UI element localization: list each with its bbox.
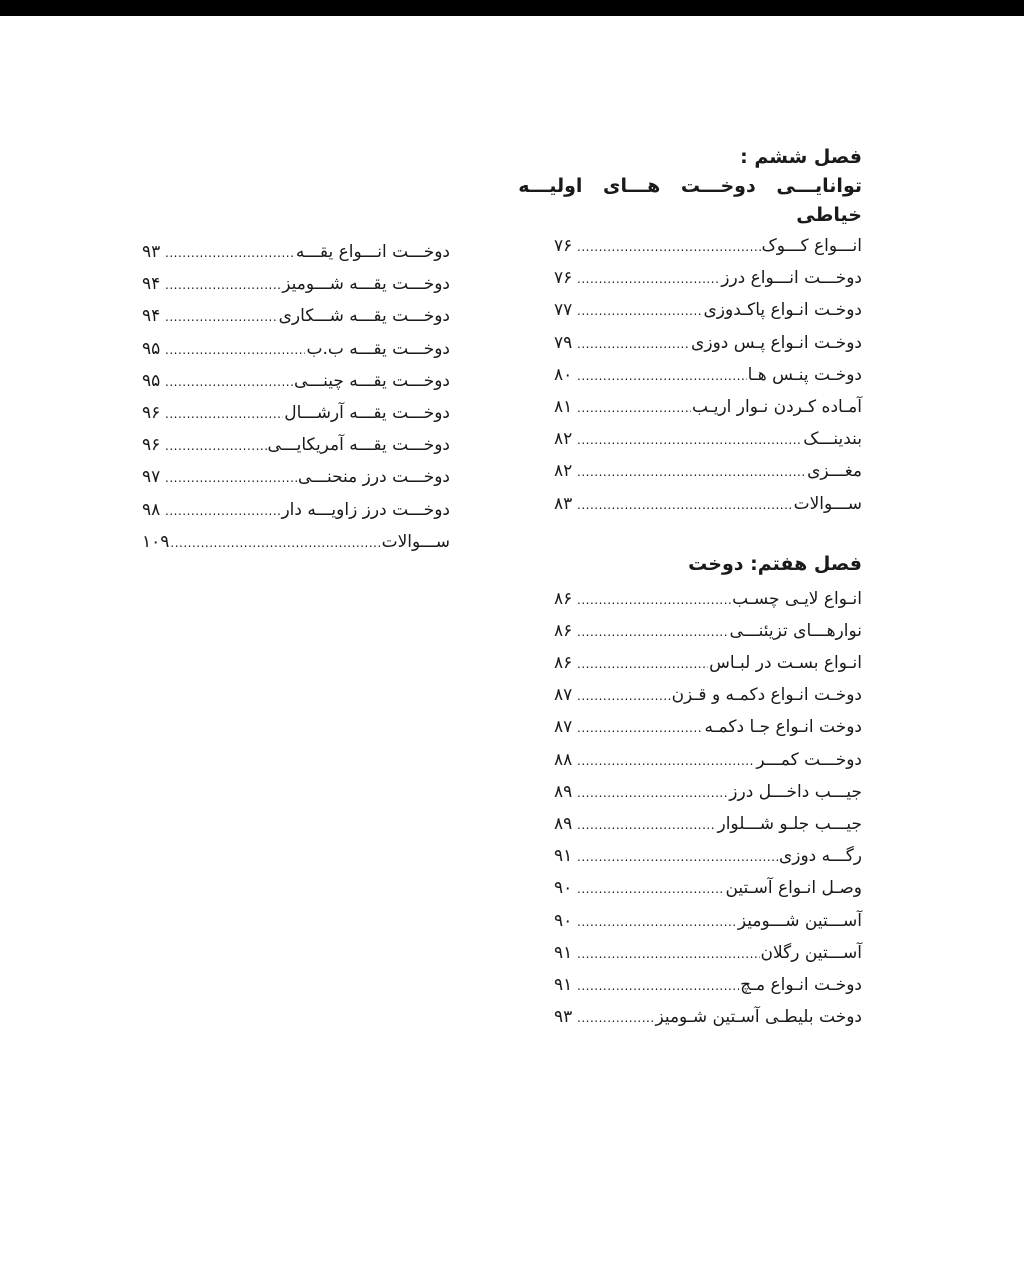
dot-leader [165, 462, 297, 494]
toc-entry-title: دوخـت انـواع دکمـه و قـزن [671, 685, 862, 706]
toc-entry [554, 969, 862, 1001]
toc-entry [142, 365, 450, 397]
toc-entry-page: ۸۲ [554, 461, 573, 482]
toc-entry-title: نوارهـــای تزیئنـــی [729, 620, 862, 641]
toc-entry-title: مغـــزی [807, 461, 862, 482]
toc-entry-title: دوخـــت یقـــه آرشـــال [284, 402, 450, 423]
dot-leader [577, 424, 802, 456]
chapter7-label: فصل هفتم: دوخت [688, 552, 862, 575]
toc-entry [142, 300, 450, 332]
toc-entry [554, 423, 862, 455]
toc-entry [554, 647, 862, 679]
toc-entry-title: دوخـــت یقـــه آمریکایـــی [267, 435, 450, 456]
toc-entry-page: ۸۹ [554, 781, 573, 802]
toc-entry-title: دوخـت پنـس هـا [747, 364, 862, 385]
toc-entry-title: انـواع لایـی چسـب [732, 588, 862, 609]
toc-entry-title: دوخـــت یقـــه شـــومیز [282, 274, 450, 295]
dot-leader [577, 392, 691, 424]
toc-entry-title: دوخـــت انـــواع یقـــه [295, 242, 450, 262]
toc-entry-title: آمـاده کـردن نـوار اریـب [692, 396, 862, 417]
toc-entry-page: ۷۶ [554, 268, 573, 289]
toc-entry-page: ۹۶ [142, 402, 161, 423]
chapter6-title-line1: توانایـــی دوخـــت هـــای اولیـــه [518, 175, 862, 197]
dot-leader [577, 231, 761, 263]
toc-entry-title: رگـــه دوزی [778, 846, 862, 867]
dot-leader [577, 263, 720, 295]
toc-entry-title: دوخـــت یقـــه چینـــی [294, 370, 450, 391]
toc-entry-title: دوخـــت کمـــر [756, 749, 862, 770]
toc-entry-page: ۹۸ [142, 499, 161, 520]
toc-entry [554, 937, 862, 969]
toc-entry [554, 808, 862, 840]
toc-entry [142, 397, 450, 429]
toc-entry-title: انـواع بسـت در لبـاس [709, 653, 862, 674]
toc-entry-page: ۹۴ [142, 306, 161, 327]
toc-entry-title: انـــواع کـــوک [761, 236, 862, 256]
chapter6-label: فصل ششم : [740, 146, 862, 168]
toc-entry [142, 526, 450, 558]
toc-entry [554, 840, 862, 872]
toc-entry-page: ۹۵ [142, 370, 161, 391]
toc-entry-page: ۸۶ [554, 620, 573, 641]
toc-entry-page: ۱۰۹ [142, 531, 170, 552]
toc-entry-title: آســـتین رگلان [760, 942, 862, 963]
toc-entry-title: دوخت انـواع جـا دکمـه [704, 717, 862, 738]
chapter6-title-line2: خیاطی [796, 204, 862, 226]
toc-entry-title: دوخـت انـواع مـچ [740, 974, 862, 995]
toc-entry-page: ۷۹ [554, 332, 573, 353]
dot-leader [170, 527, 380, 559]
dot-leader [577, 1002, 654, 1034]
toc-entry [554, 488, 862, 520]
toc-entry [142, 236, 450, 268]
toc-entry [554, 230, 862, 262]
toc-left-column [142, 236, 450, 558]
chapter6-entries [554, 230, 862, 520]
continued-entries [142, 236, 450, 558]
toc-entry-page: ۹۳ [142, 242, 161, 262]
toc-entry [554, 872, 862, 904]
toc-entry-title: دوخـــت انـــواع درز [721, 268, 862, 289]
toc-entry-page: ۷۷ [554, 300, 573, 321]
toc-entry [554, 327, 862, 359]
dot-leader [165, 495, 280, 527]
toc-right-column [518, 143, 862, 1033]
toc-entry [554, 776, 862, 808]
toc-entry [554, 583, 862, 615]
dot-leader [165, 301, 278, 333]
toc-entry [554, 615, 862, 647]
toc-entry-page: ۹۶ [142, 435, 161, 456]
toc-entry-title: دوخـــت یقـــه شـــکاری [278, 306, 450, 327]
toc-entry [554, 262, 862, 294]
dot-leader [577, 777, 728, 809]
dot-leader [577, 712, 703, 744]
dot-leader [165, 398, 283, 430]
dot-leader [577, 295, 703, 327]
dot-leader [165, 269, 281, 301]
toc-entry-title: دوخـــت یقـــه ب.ب [306, 338, 450, 359]
toc-entry-page: ۸۲ [554, 429, 573, 450]
toc-entry [142, 268, 450, 300]
toc-entry [142, 333, 450, 365]
toc-entry-title: دوخـت انـواع پاکـدوزی [703, 300, 862, 321]
dot-leader [577, 489, 793, 521]
toc-entry-title: آســـتین شـــومیز [737, 910, 862, 931]
toc-entry [554, 905, 862, 937]
toc-entry-title: ســـوالات [381, 531, 450, 552]
toc-entry [554, 455, 862, 487]
toc-entry-title: دوخـــت درز زاویـــه دار [281, 499, 450, 520]
toc-entry-page: ۸۰ [554, 364, 573, 385]
toc-entry-page: ۹۰ [554, 910, 573, 931]
dot-leader [165, 366, 293, 398]
dot-leader [577, 616, 729, 648]
dot-leader [577, 648, 708, 680]
toc-entry-page: ۸۶ [554, 653, 573, 674]
dot-leader [577, 906, 737, 938]
toc-entry [554, 391, 862, 423]
toc-entry-title: دوخت بلیطـی آسـتین شـومیز [655, 1007, 862, 1028]
dot-leader [577, 841, 778, 873]
dot-leader [577, 938, 760, 970]
toc-entry-title: وصـل انـواع آسـتین [725, 878, 862, 899]
dot-leader [577, 328, 690, 360]
top-black-bar [0, 0, 1024, 16]
dot-leader [577, 680, 671, 712]
toc-entry-page: ۹۷ [142, 467, 161, 488]
dot-leader [577, 584, 731, 616]
toc-entry-page: ۹۱ [554, 974, 573, 995]
toc-entry-page: ۸۳ [554, 493, 573, 514]
toc-entry-page: ۹۳ [554, 1007, 573, 1028]
toc-entry-title: جیـــب جلـو شـــلوار [717, 814, 862, 834]
toc-entry-page: ۹۴ [142, 274, 161, 295]
toc-entry [554, 294, 862, 326]
dot-leader [577, 745, 755, 777]
toc-entry [554, 744, 862, 776]
toc-entry-page: ۸۶ [554, 588, 573, 609]
toc-entry-page: ۸۷ [554, 685, 573, 706]
dot-leader [165, 334, 305, 366]
toc-entry-page: ۸۸ [554, 749, 573, 770]
toc-entry-page: ۸۱ [554, 396, 573, 417]
toc-entry [554, 679, 862, 711]
toc-entry-page: ۷۶ [554, 236, 573, 256]
toc-entry-page: ۸۷ [554, 717, 573, 738]
toc-entry-title: جیـــب داخـــل درز [729, 781, 862, 802]
toc-entry [554, 359, 862, 391]
chapter7-entries [554, 583, 862, 1034]
dot-leader [577, 456, 806, 488]
toc-entry [142, 494, 450, 526]
toc-entry-title: دوخـت انـواع پـس دوزی [691, 332, 862, 353]
dot-leader [165, 237, 295, 269]
dot-leader [165, 430, 267, 462]
toc-entry-title: دوخـــت درز منحنـــی [297, 467, 450, 488]
toc-entry [554, 1001, 862, 1033]
dot-leader [577, 970, 739, 1002]
toc-entry-page: ۹۵ [142, 338, 161, 359]
toc-entry-page: ۹۱ [554, 846, 573, 867]
toc-entry-title: ســـوالات [793, 493, 862, 514]
toc-entry-page: ۹۰ [554, 878, 573, 899]
toc-entry [142, 461, 450, 493]
dot-leader [577, 873, 724, 905]
toc-entry-page: ۹۱ [554, 942, 573, 963]
toc-entry [142, 429, 450, 461]
toc-entry-title: بندینـــک [803, 429, 862, 450]
toc-entry [554, 711, 862, 743]
dot-leader [577, 360, 747, 392]
dot-leader [577, 809, 716, 841]
toc-entry-page: ۸۹ [554, 814, 573, 834]
